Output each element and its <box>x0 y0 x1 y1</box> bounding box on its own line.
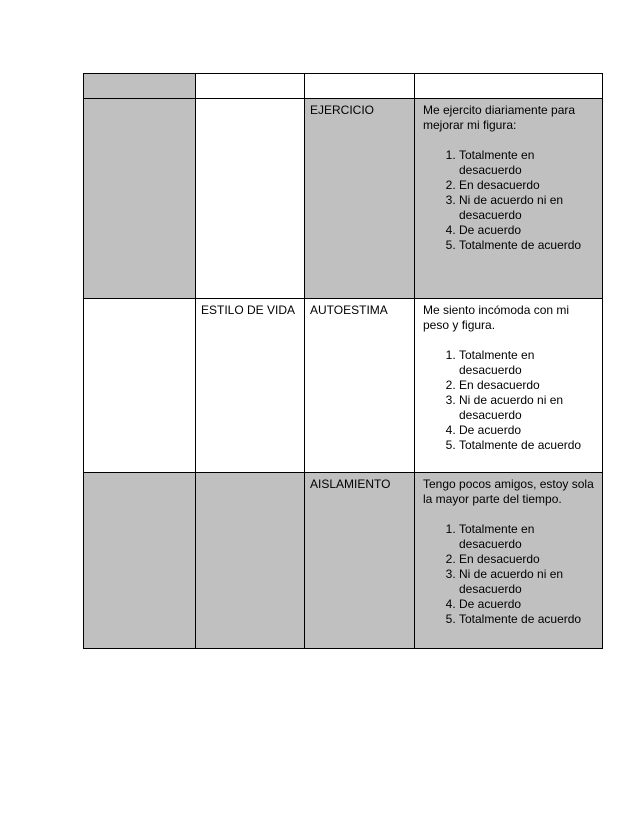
item-text: Me siento incómoda con mi peso y figura. <box>423 303 570 332</box>
row-2-item-cell <box>415 299 603 473</box>
option-1: 1. Totalmente en desacuerdo <box>459 522 596 552</box>
table-row <box>84 473 603 649</box>
option-4: 4. De acuerdo <box>459 223 596 238</box>
header-cell-4 <box>415 74 603 99</box>
row-3-item-cell <box>415 473 603 649</box>
option-3: 3. Ni de acuerdo ni en desacuerdo <box>459 393 596 423</box>
row-1-item-cell <box>415 99 603 299</box>
dimension-label: AISLAMIENTO <box>310 477 391 491</box>
estilo-label <box>196 473 304 477</box>
option-2: 2. En desacuerdo <box>459 178 596 193</box>
option-2: 2. En desacuerdo <box>459 378 596 393</box>
estilo-label: ESTILO DE VIDA <box>201 303 296 317</box>
table-header-row <box>84 74 603 99</box>
table-row <box>84 99 603 299</box>
option-2: 2. En desacuerdo <box>459 552 596 567</box>
estilo-label <box>196 99 304 103</box>
row-3-cell-1 <box>84 473 196 649</box>
option-5: 5. Totalmente de acuerdo <box>459 238 596 253</box>
dimension-label: EJERCICIO <box>310 103 375 117</box>
row-1-estilo-cell <box>196 99 305 299</box>
option-5: 5. Totalmente de acuerdo <box>459 438 596 453</box>
row-3-dimension-cell <box>305 473 415 649</box>
option-1: 1. Totalmente en desacuerdo <box>459 148 596 178</box>
header-cell-1 <box>84 74 196 99</box>
option-3: 3. Ni de acuerdo ni en desacuerdo <box>459 567 596 597</box>
options-list <box>423 148 596 253</box>
option-3: 3. Ni de acuerdo ni en desacuerdo <box>459 193 596 223</box>
row-3-estilo-cell <box>196 473 305 649</box>
option-4: 4. De acuerdo <box>459 423 596 438</box>
row-2-estilo-cell <box>196 299 305 473</box>
dimension-label: AUTOESTIMA <box>310 303 388 317</box>
options-list <box>423 348 596 453</box>
option-4: 4. De acuerdo <box>459 597 596 612</box>
header-cell-2 <box>196 74 305 99</box>
item-text: Me ejercito diariamente para mejorar mi figura: <box>423 103 576 132</box>
row-2-cell-1 <box>84 299 196 473</box>
row-2-dimension-cell <box>305 299 415 473</box>
item-text: Tengo pocos amigos, estoy sola la mayor parte del tiempo. <box>423 477 594 506</box>
option-1: 1. Totalmente en desacuerdo <box>459 348 596 378</box>
table-row <box>84 299 603 473</box>
survey-table <box>83 73 603 649</box>
option-5: 5. Totalmente de acuerdo <box>459 612 596 627</box>
row-1-dimension-cell <box>305 99 415 299</box>
options-list <box>423 522 596 627</box>
row-1-cell-1 <box>84 99 196 299</box>
header-cell-3 <box>305 74 415 99</box>
